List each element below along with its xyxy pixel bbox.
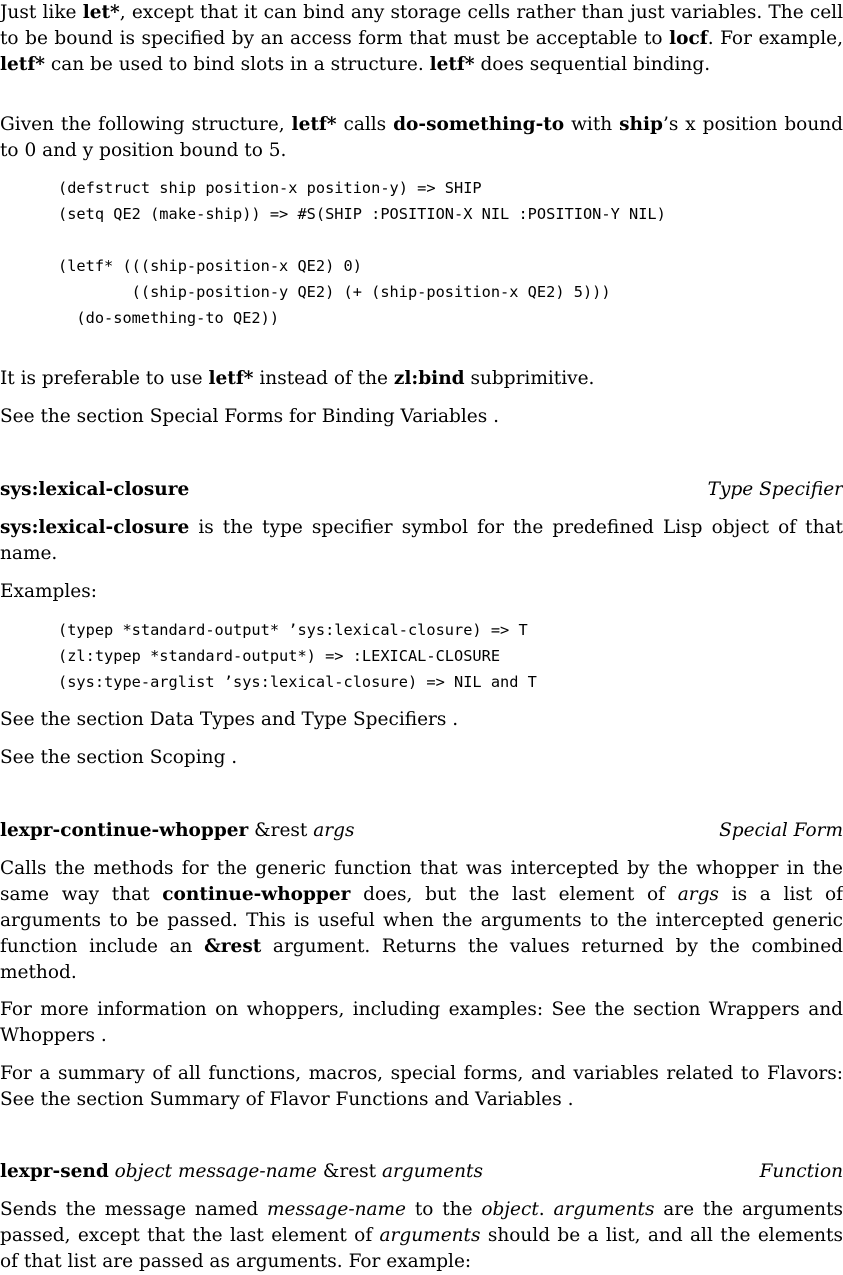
text: can be used to bind slots in a structure. bbox=[44, 54, 430, 75]
cross-reference[interactable]: For more information on whoppers, including examples: See the section Wrappers and Whoppers . bbox=[0, 999, 843, 1046]
cross-reference[interactable]: For a summary of all functions, macros, special forms, and variables related to Flavors: See the section Summary of Flavor Functions and Variables . bbox=[0, 1063, 843, 1110]
letf-star-paragraph-2 bbox=[0, 112, 843, 164]
text: subprimitive. bbox=[464, 368, 595, 389]
argument-name: object bbox=[114, 1161, 173, 1182]
lexical-closure-code-example bbox=[0, 617, 843, 695]
code-line: (setq QE2 (make-ship)) => #S(SHIP :POSITION-X NIL :POSITION-Y NIL) bbox=[58, 205, 666, 223]
entry-kind: Special Form bbox=[719, 820, 843, 841]
text: with bbox=[564, 114, 620, 135]
argument-name: arguments bbox=[379, 1225, 481, 1246]
text: to the bbox=[406, 1199, 482, 1220]
code-term: letf* bbox=[429, 54, 475, 75]
entry-name: sys:lexical-closure bbox=[0, 479, 190, 500]
letf-star-paragraph-1 bbox=[0, 0, 843, 78]
entry-header-lexpr-send bbox=[0, 1159, 843, 1185]
argument-name: args bbox=[313, 820, 355, 841]
text: argument. Returns the values returned by the combined method. bbox=[0, 936, 843, 983]
code-term: continue-whopper bbox=[162, 884, 351, 905]
code-term: sys:lexical-closure bbox=[0, 517, 190, 538]
text: It is preferable to use bbox=[0, 368, 209, 389]
text: . bbox=[538, 1199, 554, 1220]
entry-kind: Type Specifier bbox=[707, 479, 843, 500]
text: does sequential binding. bbox=[474, 54, 711, 75]
argument-name: arguments bbox=[553, 1199, 655, 1220]
code-term: letf* bbox=[0, 54, 45, 75]
text: Calls the methods for the generic function that was intercepted by the whopper in the same way that bbox=[0, 858, 843, 905]
text: are the arguments passed, except that the last element of bbox=[0, 1199, 843, 1246]
text: is the type specifier symbol for the predefined Lisp object of that name. bbox=[0, 517, 843, 564]
examples-label bbox=[0, 579, 843, 605]
letf-star-paragraph-3 bbox=[0, 366, 843, 392]
text: Examples: bbox=[0, 581, 97, 602]
entry-header-lexical-closure bbox=[0, 477, 843, 503]
text: Given the following structure, bbox=[0, 114, 292, 135]
code-term: let* bbox=[82, 2, 120, 23]
code-term: letf* bbox=[208, 368, 254, 389]
code-term: letf* bbox=[291, 114, 337, 135]
code-line: (zl:typep *standard-output*) => :LEXICAL-CLOSURE bbox=[58, 647, 501, 665]
argument-name: args bbox=[677, 884, 719, 905]
argument-name: message-name bbox=[178, 1161, 318, 1182]
text: instead of the bbox=[253, 368, 394, 389]
text: calls bbox=[336, 114, 394, 135]
entry-header-lexpr-continue-whopper bbox=[0, 818, 843, 844]
entry-name: lexpr-send bbox=[0, 1161, 109, 1182]
text: does, but the last element of bbox=[350, 884, 678, 905]
lexpr-continue-whopper-paragraph-3 bbox=[0, 1061, 843, 1113]
code-term: &rest bbox=[204, 936, 262, 957]
lexical-closure-paragraph-1 bbox=[0, 515, 843, 567]
lexpr-send-paragraph-1 bbox=[0, 1197, 843, 1275]
text: Sends the message named bbox=[0, 1199, 268, 1220]
entry-kind: Function bbox=[759, 1161, 843, 1182]
cross-reference[interactable]: See the section Special Forms for Binding Variables . bbox=[0, 406, 499, 427]
argument-name: object bbox=[481, 1199, 539, 1220]
code-term: do-something-to bbox=[393, 114, 565, 135]
lambda-keyword: &rest bbox=[254, 820, 308, 841]
argument-name: arguments bbox=[381, 1161, 483, 1182]
letf-star-code-example bbox=[0, 175, 843, 331]
code-line: ((ship-position-y QE2) (+ (ship-position-x QE2) 5))) bbox=[58, 283, 611, 301]
lexpr-continue-whopper-paragraph-1 bbox=[0, 856, 843, 986]
see-section-link[interactable] bbox=[0, 707, 843, 733]
lexpr-continue-whopper-paragraph-2 bbox=[0, 997, 843, 1049]
code-term: zl:bind bbox=[393, 368, 465, 389]
see-section-link[interactable] bbox=[0, 404, 843, 430]
code-line: (defstruct ship position-x position-y) => SHIP bbox=[58, 179, 482, 197]
text: ’s x position bound to 0 and y position bound to 5. bbox=[0, 114, 843, 161]
code-line: (sys:type-arglist ’sys:lexical-closure) => NIL and T bbox=[58, 673, 537, 691]
entry-name: lexpr-continue-whopper bbox=[0, 820, 249, 841]
cross-reference[interactable]: See the section Data Types and Type Specifiers . bbox=[0, 709, 459, 730]
argument-name: message-name bbox=[267, 1199, 407, 1220]
text: should be a list, and all the elements of that list are passed as arguments. For example: bbox=[0, 1225, 843, 1272]
text: is a list of arguments to be passed. This is useful when the arguments to the intercepted generic function include an bbox=[0, 884, 843, 957]
text: Just like bbox=[0, 2, 83, 23]
text: . For example, bbox=[707, 28, 843, 49]
code-line: (letf* (((ship-position-x QE2) 0) bbox=[58, 257, 362, 275]
lambda-keyword: &rest bbox=[322, 1161, 377, 1182]
see-section-link[interactable] bbox=[0, 745, 843, 771]
code-term: locf bbox=[669, 28, 708, 49]
code-line: (do-something-to QE2)) bbox=[58, 309, 280, 327]
cross-reference[interactable]: See the section Scoping . bbox=[0, 747, 238, 768]
code-term: ship bbox=[619, 114, 663, 135]
code-line: (typep *standard-output* ’sys:lexical-closure) => T bbox=[58, 621, 528, 639]
text: , except that it can bind any storage cells rather than just variables. The cell to be bound is specified by an access form that must be acceptable to bbox=[0, 2, 843, 49]
